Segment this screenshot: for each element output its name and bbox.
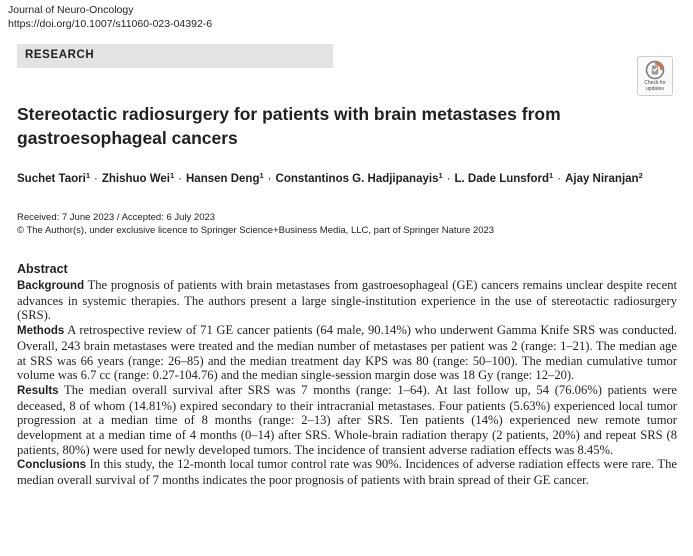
abstract-heading: Abstract bbox=[17, 262, 68, 276]
abstract-section-label: Results bbox=[17, 384, 59, 397]
abstract-section-text: In this study, the 12-month local tumor control rate was 90%. Incidences of adverse radiation effects were rare. The median overall survival of 7 months indicates the poor prognosis of patients with brain spread of their GE cancer. bbox=[17, 457, 677, 488]
author[interactable]: Hansen Deng$^1$ bbox=[186, 171, 264, 185]
abstract-section-label: Conclusions bbox=[17, 459, 87, 472]
abstract-results bbox=[17, 383, 677, 458]
check-for-updates-badge[interactable] bbox=[637, 56, 673, 96]
author-separator: · bbox=[93, 173, 98, 185]
section-label: RESEARCH bbox=[25, 49, 95, 61]
abstract-section-text: A retrospective review of 71 GE cancer patients (64 male, 90.14%) who underwent Gamma Knife SRS was conducted. Overall, 243 brain metastases were treated and the median number of metastases per patient was 2 (range: 1–21). The median age at SRS was 66 years (range: 26–85) and the median treatment day KPS was 80 (range: 50–100). The median cumulative tumor volume was 6.7 cc (range: 0.27-104.76) and the median single-session margin dose was 18 Gy (range: 12–20). bbox=[17, 323, 677, 383]
abstract-section-label: Methods bbox=[17, 325, 65, 338]
author[interactable]: Constantinos G. Hadjipanayis$^1$ bbox=[275, 171, 443, 185]
author[interactable]: Suchet Taori$^1$ bbox=[17, 171, 90, 185]
copyright-notice: © The Author(s), under exclusive licence to Springer Science+Business Media, LLC, part of Springer Nature 2023 bbox=[17, 225, 495, 236]
doi-link[interactable]: https://doi.org/10.1007/s11060-023-04392-6 bbox=[8, 18, 213, 30]
abstract-section-text: The median overall survival after SRS was 7 months (range: 1–64). At last follow up, 54 (76.06%) patients were deceased, 8 of whom (14.81%) expired secondary to their intracranial metastases. Four patients (5.63%) experienced local tumor progression at a median time of 8 months (range: 2–13) after SRS. Ten patients (14%) experienced new remote tumor development at a median time of 4 months (0–14) after SRS. Whole-brain radiation therapy (2 patients, 20%) and repeat SRS (8 patients, 80%) were used for newly developed tumors. The incidence of transient adverse radiation effects was 8.45%. bbox=[17, 382, 677, 457]
received-accepted-dates: Received: 7 June 2023 / Accepted: 6 July 2023 bbox=[17, 212, 216, 223]
author-separator: · bbox=[557, 173, 562, 185]
article-title: Stereotactic radiosurgery for patients with brain metastases from gastroesophageal cancers bbox=[17, 104, 561, 148]
check-updates-icon bbox=[645, 60, 665, 80]
check-updates-label-2: updates bbox=[646, 85, 664, 92]
check-updates-label-1: Check for bbox=[644, 80, 666, 86]
abstract-body bbox=[17, 278, 677, 488]
author-list bbox=[17, 171, 677, 187]
author[interactable]: Zhishuo Wei$^1$ bbox=[101, 171, 175, 185]
author[interactable]: Ajay Niranjan$^2$ bbox=[565, 171, 643, 185]
abstract-section-text: The prognosis of patients with brain metastases from gastroesophageal (GE) cancers remains unclear despite recent advances in systemic therapies. The authors present a large single-institution experience in the use of stereotactic radiosurgery (SRS). bbox=[17, 278, 678, 323]
author-separator: · bbox=[446, 173, 451, 185]
author-separator: · bbox=[267, 173, 272, 185]
journal-name: Journal of Neuro-Oncology bbox=[8, 4, 134, 16]
section-label-band bbox=[17, 44, 333, 68]
author-separator: · bbox=[178, 173, 182, 185]
abstract-section-label: Background bbox=[17, 280, 85, 292]
abstract-conclusions bbox=[17, 457, 677, 487]
author[interactable]: L. Dade Lunsford$^1$ bbox=[454, 171, 554, 185]
abstract-background bbox=[17, 278, 677, 323]
abstract-methods bbox=[17, 323, 677, 383]
